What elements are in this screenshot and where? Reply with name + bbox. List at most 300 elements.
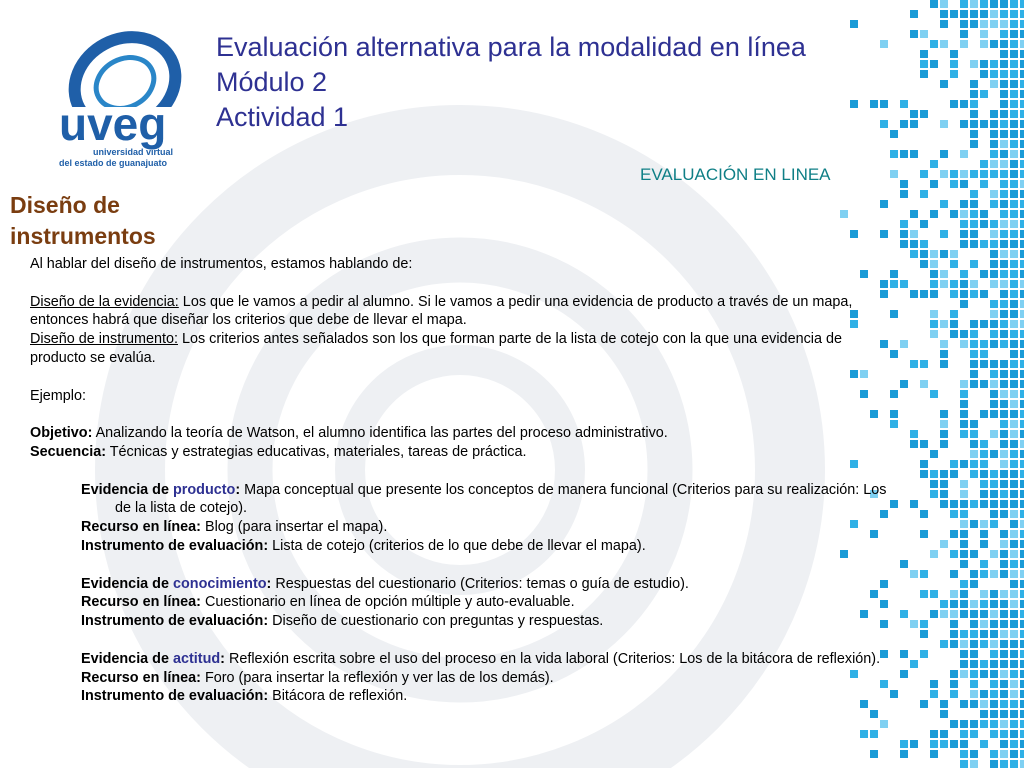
pixel-square <box>990 60 998 68</box>
pixel-square <box>920 570 928 578</box>
pixel-square <box>1010 140 1018 148</box>
pixel-square <box>960 590 968 598</box>
pixel-square <box>990 750 998 758</box>
pixel-square <box>940 430 948 438</box>
pixel-square <box>950 290 958 298</box>
pixel-square <box>1020 90 1024 98</box>
pixel-square <box>950 250 958 258</box>
pixel-square <box>990 760 998 768</box>
pixel-square <box>1010 50 1018 58</box>
pixel-square <box>990 140 998 148</box>
pixel-square <box>1020 150 1024 158</box>
pixel-square <box>880 40 888 48</box>
pixel-square <box>1000 360 1008 368</box>
pixel-square <box>1020 220 1024 228</box>
pixel-square <box>990 240 998 248</box>
pixel-square <box>900 650 908 658</box>
pixel-square <box>920 170 928 178</box>
pixel-square <box>1010 700 1018 708</box>
pixel-square <box>920 30 928 38</box>
pixel-square <box>990 200 998 208</box>
pixel-square <box>890 150 898 158</box>
pixel-square <box>1000 80 1008 88</box>
pixel-square <box>930 680 938 688</box>
pixel-square <box>970 750 978 758</box>
pixel-square <box>1000 280 1008 288</box>
pixel-square <box>850 100 858 108</box>
pixel-square <box>1020 730 1024 738</box>
pixel-square <box>920 590 928 598</box>
pixel-square <box>990 220 998 228</box>
evidence-block-attitude <box>30 650 900 706</box>
pixel-square <box>1020 690 1024 698</box>
pixel-square <box>1000 640 1008 648</box>
pixel-square <box>950 280 958 288</box>
pixel-square <box>1020 260 1024 268</box>
pixel-square <box>940 470 948 478</box>
pixel-square <box>920 60 928 68</box>
evidence-type: conocimiento <box>172 575 267 592</box>
pixel-square <box>960 580 968 588</box>
pixel-square <box>970 660 978 668</box>
pixel-square <box>980 530 988 538</box>
pixel-square <box>1020 160 1024 168</box>
pixel-square <box>920 110 928 118</box>
pixel-square <box>970 110 978 118</box>
pixel-square <box>990 270 998 278</box>
pixel-square <box>1020 70 1024 78</box>
pixel-square <box>940 170 948 178</box>
pixel-square <box>1020 100 1024 108</box>
pixel-square <box>870 750 878 758</box>
pixel-square <box>1000 40 1008 48</box>
pixel-square <box>980 590 988 598</box>
pixel-square <box>920 470 928 478</box>
pixel-square <box>990 670 998 678</box>
pixel-square <box>1010 480 1018 488</box>
pixel-square <box>1000 430 1008 438</box>
pixel-square <box>1020 310 1024 318</box>
pixel-square <box>1020 750 1024 758</box>
pixel-square <box>1010 720 1018 728</box>
pixel-square <box>1000 590 1008 598</box>
pixel-square <box>1010 150 1018 158</box>
pixel-square <box>970 610 978 618</box>
pixel-square <box>940 640 948 648</box>
pixel-square <box>1000 70 1008 78</box>
pixel-square <box>1020 140 1024 148</box>
pixel-square <box>960 200 968 208</box>
pixel-square <box>930 480 938 488</box>
pixel-square <box>1010 240 1018 248</box>
pixel-square <box>910 30 918 38</box>
pixel-square <box>960 520 968 528</box>
resource-label: Recurso en línea: <box>81 669 201 686</box>
pixel-square <box>930 590 938 598</box>
pixel-square <box>1010 60 1018 68</box>
pixel-square <box>1010 110 1018 118</box>
pixel-square <box>930 250 938 258</box>
pixel-square <box>990 660 998 668</box>
pixel-square <box>910 110 918 118</box>
pixel-square <box>990 720 998 728</box>
pixel-square <box>1010 620 1018 628</box>
resource-label: Recurso en línea: <box>81 519 201 536</box>
pixel-square <box>1020 340 1024 348</box>
pixel-square <box>1010 290 1018 298</box>
pixel-square <box>1010 500 1018 508</box>
pixel-square <box>960 220 968 228</box>
pixel-square <box>950 500 958 508</box>
pixel-square <box>910 570 918 578</box>
pixel-square <box>990 300 998 308</box>
pixel-square <box>940 700 948 708</box>
pixel-square <box>1010 40 1018 48</box>
pixel-square <box>900 180 908 188</box>
pixel-square <box>940 410 948 418</box>
pixel-square <box>1010 730 1018 738</box>
pixel-square <box>930 610 938 618</box>
pixel-square <box>1000 740 1008 748</box>
pixel-square <box>980 610 988 618</box>
pixel-square <box>960 460 968 468</box>
pixel-square <box>990 510 998 518</box>
pixel-square <box>960 490 968 498</box>
pixel-square <box>1000 480 1008 488</box>
pixel-square <box>1000 720 1008 728</box>
pixel-square <box>990 330 998 338</box>
pixel-square <box>1020 570 1024 578</box>
pixel-square <box>1000 550 1008 558</box>
pixel-square <box>940 610 948 618</box>
evidence-design-label: Diseño de la evidencia: <box>30 293 179 310</box>
pixel-square <box>970 720 978 728</box>
slide-body <box>30 255 900 706</box>
pixel-square <box>920 620 928 628</box>
pixel-square <box>980 120 988 128</box>
pixel-square <box>960 760 968 768</box>
pixel-square <box>960 430 968 438</box>
logo-subtitle-1: universidad virtual <box>93 147 174 157</box>
pixel-square <box>1020 510 1024 518</box>
pixel-square <box>990 370 998 378</box>
pixel-square <box>1000 670 1008 678</box>
section-heading: Diseño de instrumentos <box>10 192 156 249</box>
pixel-square <box>970 520 978 528</box>
pixel-square <box>1000 180 1008 188</box>
pixel-square <box>960 40 968 48</box>
pixel-square <box>990 120 998 128</box>
pixel-square <box>990 130 998 138</box>
objective-text: Analizando la teoría de Watson, el alumno identifica las partes del proceso administrativo. <box>92 425 668 442</box>
pixel-square <box>1020 450 1024 458</box>
pixel-square <box>1020 390 1024 398</box>
pixel-square <box>1010 270 1018 278</box>
resource-text: Blog (para insertar el mapa). <box>200 519 388 536</box>
pixel-square <box>1010 440 1018 448</box>
pixel-square <box>1000 190 1008 198</box>
pixel-square <box>940 280 948 288</box>
pixel-square <box>1010 680 1018 688</box>
pixel-square <box>1010 180 1018 188</box>
pixel-square <box>890 130 898 138</box>
pixel-square <box>950 690 958 698</box>
pixel-square <box>1020 280 1024 288</box>
pixel-square <box>930 280 938 288</box>
pixel-square <box>960 30 968 38</box>
pixel-square <box>940 350 948 358</box>
title-line-3: Actividad 1 <box>216 102 349 132</box>
pixel-square <box>1010 430 1018 438</box>
pixel-square <box>1000 440 1008 448</box>
intro-text: Al hablar del diseño de instrumentos, estamos hablando de: <box>30 256 413 272</box>
pixel-square <box>930 60 938 68</box>
pixel-square <box>940 420 948 428</box>
pixel-square <box>950 620 958 628</box>
pixel-square <box>930 690 938 698</box>
pixel-square <box>960 730 968 738</box>
pixel-square <box>1010 90 1018 98</box>
instrument-label: Instrumento de evaluación: <box>81 613 269 630</box>
pixel-square <box>930 390 938 398</box>
pixel-square <box>980 670 988 678</box>
pixel-square <box>990 620 998 628</box>
pixel-square <box>950 100 958 108</box>
pixel-square <box>1010 120 1018 128</box>
pixel-square <box>1020 460 1024 468</box>
pixel-square <box>880 720 888 728</box>
pixel-square <box>1010 710 1018 718</box>
pixel-square <box>940 0 948 8</box>
title-line-1: Evaluación alternativa para la modalidad en línea <box>216 32 806 62</box>
pixel-square <box>950 640 958 648</box>
pixel-square <box>940 340 948 348</box>
pixel-square <box>1010 590 1018 598</box>
pixel-square <box>980 560 988 568</box>
pixel-square <box>990 160 998 168</box>
instrument-design-label: Diseño de instrumento: <box>30 331 178 348</box>
pixel-square <box>990 590 998 598</box>
pixel-square <box>970 60 978 68</box>
pixel-square <box>1020 500 1024 508</box>
pixel-square <box>930 470 938 478</box>
pixel-square <box>880 120 888 128</box>
resource-label: Recurso en línea: <box>81 594 201 611</box>
pixel-square <box>1010 10 1018 18</box>
pixel-square <box>960 700 968 708</box>
pixel-square <box>1000 130 1008 138</box>
pixel-square <box>940 440 948 448</box>
pixel-square <box>1010 80 1018 88</box>
pixel-square <box>1020 110 1024 118</box>
pixel-square <box>1020 240 1024 248</box>
logo-subtitle-2: del estado de guanajuato <box>59 158 168 168</box>
pixel-square <box>970 470 978 478</box>
pixel-square <box>910 360 918 368</box>
pixel-square <box>970 600 978 608</box>
pixel-square <box>910 740 918 748</box>
pixel-square <box>880 100 888 108</box>
pixel-square <box>990 630 998 638</box>
evidence-line <box>30 575 900 594</box>
pixel-square <box>920 440 928 448</box>
pixel-square <box>1020 720 1024 728</box>
pixel-square <box>880 230 888 238</box>
resource-text: Foro (para insertar la reflexión y ver las de los demás). <box>200 669 554 686</box>
instrument-design-paragraph <box>30 330 900 368</box>
section-tag: EVALUACIÓN EN LINEA <box>640 165 831 184</box>
pixel-square <box>1010 390 1018 398</box>
pixel-square <box>1020 590 1024 598</box>
pixel-square <box>990 0 998 8</box>
pixel-square <box>1000 160 1008 168</box>
pixel-square <box>990 310 998 318</box>
pixel-square <box>850 20 858 28</box>
pixel-square <box>970 220 978 228</box>
pixel-square <box>1010 350 1018 358</box>
pixel-square <box>1010 300 1018 308</box>
pixel-square <box>960 280 968 288</box>
pixel-square <box>960 390 968 398</box>
pixel-square <box>1010 670 1018 678</box>
pixel-square <box>980 270 988 278</box>
instrument-line <box>30 537 900 556</box>
pixel-square <box>990 470 998 478</box>
pixel-square <box>990 430 998 438</box>
pixel-square <box>970 580 978 588</box>
sequence-text: Técnicas y estrategias educativas, materiales, tareas de práctica. <box>106 443 527 460</box>
pixel-square <box>980 410 988 418</box>
pixel-square <box>940 250 948 258</box>
pixel-square <box>900 220 908 228</box>
pixel-square <box>990 260 998 268</box>
pixel-square <box>1000 600 1008 608</box>
pixel-square <box>990 320 998 328</box>
pixel-square <box>950 10 958 18</box>
pixel-square <box>960 290 968 298</box>
pixel-square <box>1000 110 1008 118</box>
sequence-label: Secuencia: <box>30 443 106 460</box>
pixel-square <box>970 450 978 458</box>
pixel-square <box>1010 0 1018 8</box>
pixel-square <box>960 740 968 748</box>
pixel-square <box>1010 580 1018 588</box>
pixel-square <box>980 640 988 648</box>
pixel-square <box>990 490 998 498</box>
pixel-square <box>910 240 918 248</box>
pixel-square <box>930 740 938 748</box>
pixel-square <box>920 260 928 268</box>
pixel-square <box>960 750 968 758</box>
pixel-square <box>970 570 978 578</box>
pixel-square <box>950 680 958 688</box>
pixel-square <box>960 720 968 728</box>
pixel-square <box>970 260 978 268</box>
pixel-square <box>910 230 918 238</box>
pixel-square <box>990 280 998 288</box>
pixel-square <box>990 730 998 738</box>
pixel-square <box>1010 630 1018 638</box>
pixel-square <box>1010 70 1018 78</box>
pixel-square <box>1020 370 1024 378</box>
pixel-square <box>1000 50 1008 58</box>
pixel-square <box>1020 40 1024 48</box>
pixel-square <box>970 380 978 388</box>
pixel-square <box>950 330 958 338</box>
pixel-square <box>980 480 988 488</box>
pixel-square <box>1000 530 1008 538</box>
pixel-square <box>1010 280 1018 288</box>
pixel-square <box>920 650 928 658</box>
pixel-square <box>940 270 948 278</box>
pixel-square <box>1020 30 1024 38</box>
pixel-square <box>900 560 908 568</box>
pixel-square <box>1020 600 1024 608</box>
pixel-square <box>960 240 968 248</box>
pixel-square <box>920 380 928 388</box>
pixel-square <box>990 110 998 118</box>
pixel-square <box>950 530 958 538</box>
pixel-square <box>1000 500 1008 508</box>
evidence-prefix: Evidencia de <box>81 575 173 592</box>
pixel-square <box>1020 270 1024 278</box>
pixel-square <box>1020 680 1024 688</box>
pixel-square <box>940 80 948 88</box>
pixel-square <box>990 700 998 708</box>
pixel-square <box>910 120 918 128</box>
pixel-square <box>1000 650 1008 658</box>
pixel-square <box>1020 360 1024 368</box>
pixel-square <box>1000 680 1008 688</box>
pixel-square <box>970 210 978 218</box>
pixel-square <box>1000 370 1008 378</box>
slide-title <box>216 30 806 135</box>
pixel-square <box>910 440 918 448</box>
pixel-square <box>1020 60 1024 68</box>
pixel-square <box>990 250 998 258</box>
pixel-square <box>900 750 908 758</box>
pixel-square <box>920 510 928 518</box>
pixel-square <box>1010 330 1018 338</box>
pixel-square <box>1020 250 1024 258</box>
pixel-square <box>960 650 968 658</box>
pixel-square <box>1020 0 1024 8</box>
pixel-square <box>1000 340 1008 348</box>
pixel-square <box>930 160 938 168</box>
pixel-square <box>940 230 948 238</box>
pixel-square <box>980 460 988 468</box>
pixel-square <box>950 740 958 748</box>
pixel-square <box>950 600 958 608</box>
pixel-square <box>1010 200 1018 208</box>
pixel-square <box>960 540 968 548</box>
pixel-square <box>970 690 978 698</box>
pixel-square <box>980 30 988 38</box>
sequence-line <box>30 443 900 462</box>
pixel-square <box>960 630 968 638</box>
pixel-square <box>1020 410 1024 418</box>
pixel-square <box>990 450 998 458</box>
pixel-square <box>980 220 988 228</box>
pixel-square <box>990 70 998 78</box>
pixel-square <box>980 470 988 478</box>
pixel-square <box>990 680 998 688</box>
instrument-text: Lista de cotejo (criterios de lo que debe de llevar el mapa). <box>268 537 646 554</box>
pixel-square <box>930 180 938 188</box>
pixel-square <box>1010 230 1018 238</box>
pixel-square <box>950 630 958 638</box>
pixel-square <box>1020 760 1024 768</box>
